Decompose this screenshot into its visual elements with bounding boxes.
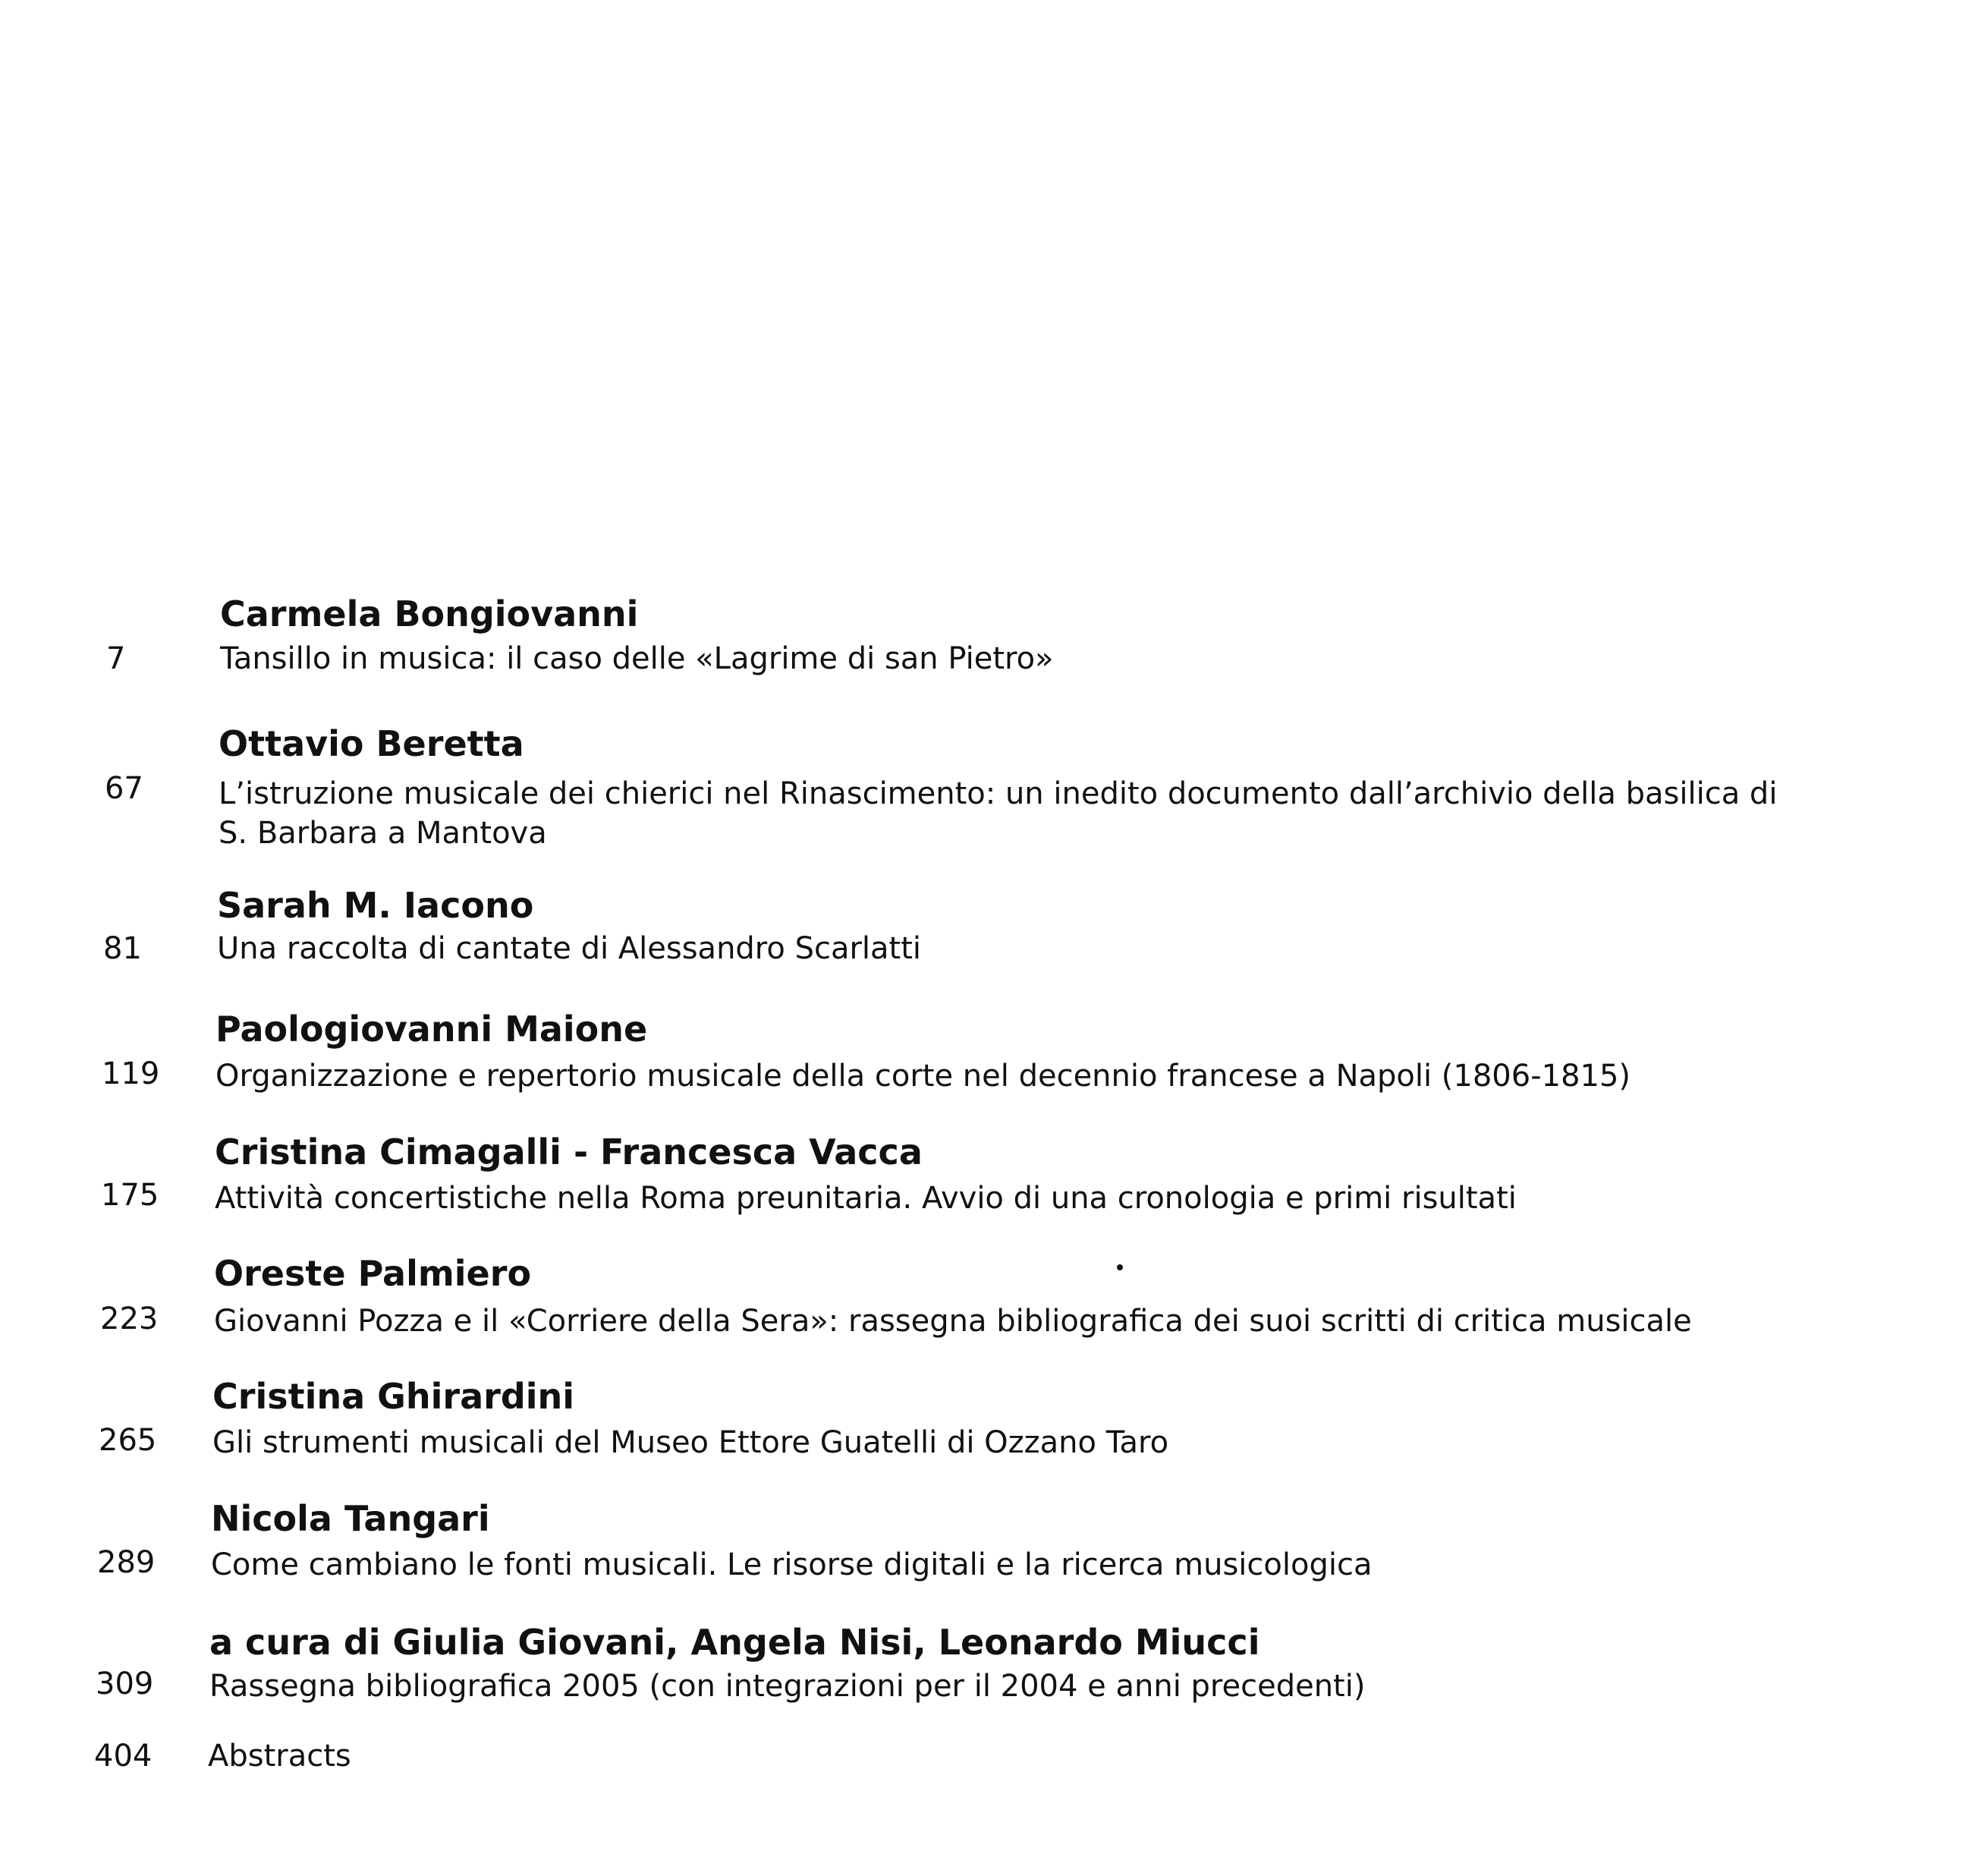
entry-author: Cristina Ghirardini: [212, 1376, 575, 1417]
entry-page-number: 404: [94, 1739, 153, 1774]
entry-author: Nicola Tangari: [211, 1498, 490, 1539]
entry-page-number: 119: [102, 1056, 160, 1091]
entry-title: Come cambiano le fonti musicali. Le risorse digitali e la ricerca musicologica: [211, 1547, 1373, 1582]
entry-page-number: 81: [103, 931, 142, 966]
entry-page-number: 289: [97, 1545, 156, 1580]
entry-author: Oreste Palmiero: [214, 1253, 532, 1294]
ink-speck: [1117, 1264, 1123, 1270]
entry-title: Una raccolta di cantate di Alessandro Scarlatti: [217, 931, 922, 966]
entry-title: Organizzazione e repertorio musicale della corte nel decennio francese a Napoli (1806-1815): [215, 1059, 1631, 1094]
entry-author: Cristina Cimagalli - Francesca Vacca: [215, 1132, 923, 1172]
entry-author: Sarah M. Iacono: [217, 885, 534, 926]
entry-title: Tansillo in musica: il caso delle «Lagrime di san Pietro»: [220, 641, 1054, 676]
entry-page-number: 309: [96, 1667, 154, 1701]
entry-title: L’istruzione musicale dei chierici nel Rinascimento: un inedito documento dall’archivio della basilica di S. Barbara a Mantova: [219, 776, 1778, 851]
entry-page-number: 265: [99, 1423, 157, 1458]
entry-title: Rassegna bibliografica 2005 (con integrazioni per il 2004 e anni precedenti): [209, 1669, 1366, 1704]
entry-author: Carmela Bongiovanni: [220, 593, 639, 634]
entry-title: Gli strumenti musicali del Museo Ettore Guatelli di Ozzano Taro: [212, 1425, 1169, 1460]
entry-title: Attività concertistiche nella Roma preunitaria. Avvio di una cronologia e primi risultati: [215, 1181, 1517, 1216]
entry-author: a cura di Giulia Giovani, Angela Nisi, Leonardo Miucci: [209, 1622, 1260, 1663]
entry-page-number: 175: [101, 1178, 159, 1213]
entry-author: Ottavio Beretta: [219, 723, 524, 764]
entry-page-number: 223: [100, 1302, 159, 1336]
entry-page-number: 67: [105, 771, 143, 806]
entry-title: Giovanni Pozza e il «Corriere della Sera»: rassegna bibliografica dei suoi scritti di critica musicale: [214, 1304, 1692, 1339]
entry-author: Paologiovanni Maione: [215, 1009, 648, 1050]
entry-title: Abstracts: [208, 1739, 351, 1774]
entry-page-number: 7: [106, 641, 126, 676]
